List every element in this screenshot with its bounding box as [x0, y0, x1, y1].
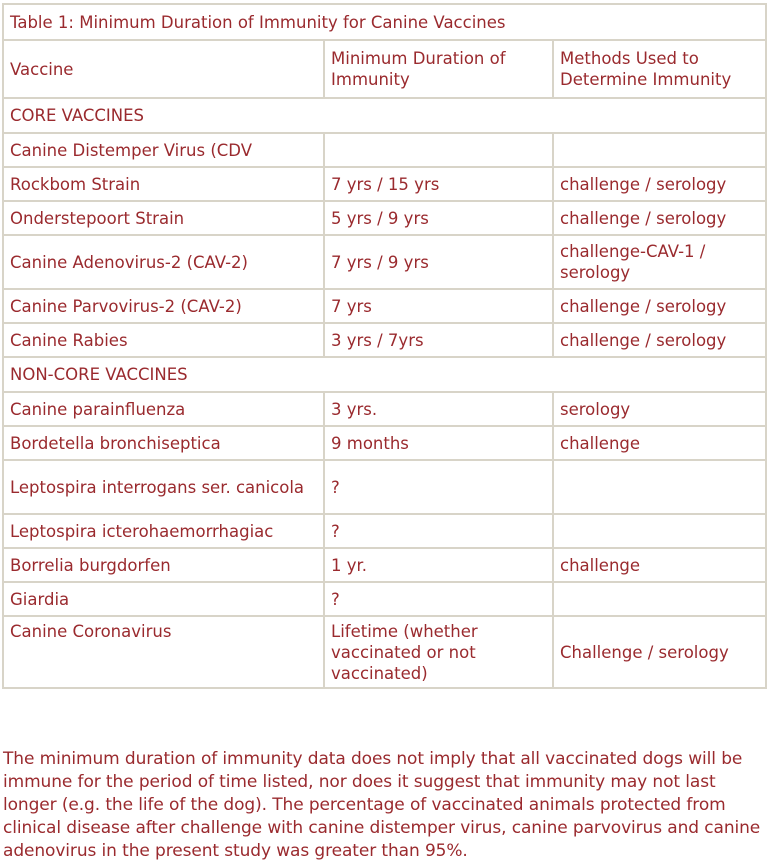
method-cell: challenge / serology: [553, 167, 766, 201]
method-cell: [553, 460, 766, 514]
method-cell: challenge / serology: [553, 289, 766, 323]
table-row: [3, 426, 766, 460]
table-row: [3, 616, 766, 688]
table-row: [3, 514, 766, 548]
duration-cell: Lifetime (whether vaccinated or not vaccinated): [324, 616, 553, 688]
duration-cell: 3 yrs.: [324, 392, 553, 426]
vaccine-cell: Canine Coronavirus: [3, 616, 324, 688]
duration-cell: [324, 133, 553, 167]
section-header-non-core: [3, 357, 766, 392]
vaccine-cell: Canine Distemper Virus (CDV: [3, 133, 324, 167]
duration-cell: ?: [324, 514, 553, 548]
duration-cell: 3 yrs / 7yrs: [324, 323, 553, 357]
method-cell: challenge: [553, 426, 766, 460]
table-row: [3, 201, 766, 235]
vaccine-cell: Canine Rabies: [3, 323, 324, 357]
section-label: NON-CORE VACCINES: [3, 357, 766, 392]
method-cell: challenge / serology: [553, 323, 766, 357]
duration-cell: 9 months: [324, 426, 553, 460]
method-cell: serology: [553, 392, 766, 426]
vaccine-cell: Giardia: [3, 582, 324, 616]
header-vaccine: Vaccine: [3, 40, 324, 98]
method-cell: [553, 514, 766, 548]
vaccine-cell: Canine Adenovirus-2 (CAV-2): [3, 235, 324, 289]
method-cell: Challenge / serology: [553, 616, 766, 688]
vaccine-cell: Rockbom Strain: [3, 167, 324, 201]
table-row: [3, 548, 766, 582]
method-cell: challenge-CAV-1 / serology: [553, 235, 766, 289]
immunity-table: [2, 3, 767, 689]
duration-cell: 7 yrs / 9 yrs: [324, 235, 553, 289]
table-row: [3, 460, 766, 514]
vaccine-cell: Canine Parvovirus-2 (CAV-2): [3, 289, 324, 323]
table-row: [3, 582, 766, 616]
method-cell: challenge / serology: [553, 201, 766, 235]
table-row: [3, 133, 766, 167]
table-row: [3, 323, 766, 357]
table-title: Table 1: Minimum Duration of Immunity for Canine Vaccines: [3, 4, 766, 40]
duration-cell: 5 yrs / 9 yrs: [324, 201, 553, 235]
header-duration: Minimum Duration of Immunity: [324, 40, 553, 98]
vaccine-cell: Borrelia burgdorfen: [3, 548, 324, 582]
section-header-core: [3, 98, 766, 133]
table-row: [3, 235, 766, 289]
table-row: [3, 167, 766, 201]
vaccine-cell: Canine parainfluenza: [3, 392, 324, 426]
duration-cell: 7 yrs / 15 yrs: [324, 167, 553, 201]
table-header-row: [3, 40, 766, 98]
method-cell: [553, 133, 766, 167]
vaccine-cell: Leptospira interrogans ser. canicola: [3, 460, 324, 514]
vaccine-cell: Bordetella bronchiseptica: [3, 426, 324, 460]
duration-cell: ?: [324, 582, 553, 616]
vaccine-cell: Onderstepoort Strain: [3, 201, 324, 235]
method-cell: [553, 582, 766, 616]
footnote-text: The minimum duration of immunity data does not imply that all vaccinated dogs will be immune for the period of time listed, nor does it suggest that immunity may not last longer (e.g. the life of the dog). The percentage of vaccinated animals protected from clinical disease after challenge with canine distemper virus, canine parvovirus and canine adenovirus in the present study was greater than 95%.: [3, 749, 761, 861]
table-title-row: [3, 4, 766, 40]
table-row: [3, 289, 766, 323]
table-row: [3, 392, 766, 426]
header-method: Methods Used to Determine Immunity: [553, 40, 766, 98]
duration-cell: 1 yr.: [324, 548, 553, 582]
method-cell: challenge: [553, 548, 766, 582]
duration-cell: 7 yrs: [324, 289, 553, 323]
section-label: CORE VACCINES: [3, 98, 766, 133]
vaccine-cell: Leptospira icterohaemorrhagiac: [3, 514, 324, 548]
duration-cell: ?: [324, 460, 553, 514]
